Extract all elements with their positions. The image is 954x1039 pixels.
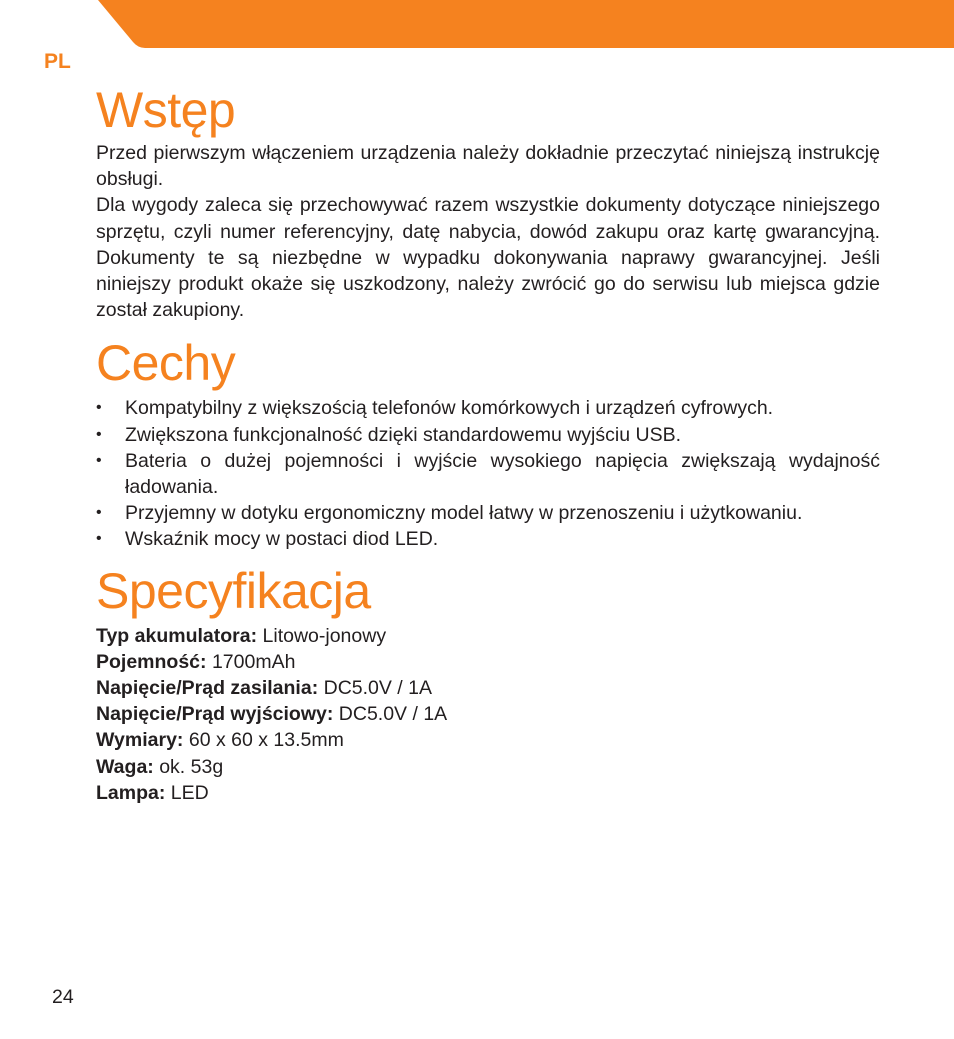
spec-value: 1700mAh (211, 650, 296, 673)
spec-row (96, 623, 880, 649)
feature-text: Przyjemny w dotyku ergonomiczny model łatwy w przenoszeniu i użytkowaniu. (125, 502, 803, 525)
spec-value: 60 x 60 x 13.5mm (188, 729, 344, 752)
spec-value: ok. 53g (159, 755, 224, 778)
spec-row (96, 727, 880, 753)
specs-list (96, 623, 880, 806)
list-item (96, 422, 880, 448)
spec-value: LED (170, 781, 209, 804)
spec-label: Typ akumulatora: (96, 624, 258, 647)
page-content (96, 80, 880, 806)
spec-label: Waga: (96, 755, 154, 778)
bullet-icon: • (96, 425, 102, 443)
bullet-icon: • (96, 504, 102, 522)
list-item (96, 500, 880, 526)
feature-text: Kompatybilny z większością telefonów komórkowych i urządzeń cyfrowych. (125, 397, 774, 420)
section-title-intro: Wstęp (96, 82, 236, 138)
spec-row (96, 780, 880, 806)
header-orange-band (0, 0, 954, 48)
spec-label: Napięcie/Prąd zasilania: (96, 677, 319, 700)
intro-paragraph: Przed pierwszym włączeniem urządzenia należy dokładnie przeczytać niniejszą instrukcję obsługi. (96, 142, 880, 191)
bullet-icon: • (96, 530, 102, 548)
list-item (96, 448, 880, 500)
list-item (96, 395, 880, 421)
bullet-icon: • (96, 451, 102, 469)
feature-text: Bateria o dużej pojemności i wyjście wysokiego napięcia zwiększają wydajność ładowania. (125, 449, 880, 499)
spec-value: DC5.0V / 1A (338, 703, 448, 726)
spec-label: Napięcie/Prąd wyjściowy: (96, 703, 334, 726)
list-item (96, 526, 880, 552)
intro-paragraph: Dla wygody zaleca się przechowywać razem wszystkie dokumenty dotyczące niniejszego sprzętu, czyli numer referencyjny, datę nabycia, dowód zakupu oraz kartę gwarancyjną. Dokumenty te są niezbędne w wypadku dokonywania naprawy gwarancyjnej. Jeśli niniejszy produkt okaże się uszkodzony, należy zwrócić go do serwisu lub miejsca gdzie został zakupiony. (96, 194, 880, 322)
feature-text: Wskaźnik mocy w postaci diod LED. (125, 528, 439, 551)
spec-row (96, 649, 880, 675)
spec-label: Pojemność: (96, 650, 207, 673)
spec-value: Litowo-jonowy (262, 624, 387, 647)
section-title-features: Cechy (96, 335, 236, 392)
spec-row (96, 701, 880, 727)
language-tag: PL (44, 50, 71, 73)
features-list (96, 395, 880, 552)
spec-row (96, 754, 880, 780)
spec-row (96, 675, 880, 701)
feature-text: Zwiększona funkcjonalność dzięki standardowemu wyjściu USB. (125, 423, 681, 446)
spec-value: DC5.0V / 1A (323, 677, 432, 700)
bullet-icon: • (96, 399, 102, 417)
spec-label: Wymiary: (96, 729, 184, 752)
page-number: 24 (52, 986, 74, 1008)
section-title-specs: Specyfikacja (96, 562, 371, 619)
spec-label: Lampa: (96, 781, 166, 804)
